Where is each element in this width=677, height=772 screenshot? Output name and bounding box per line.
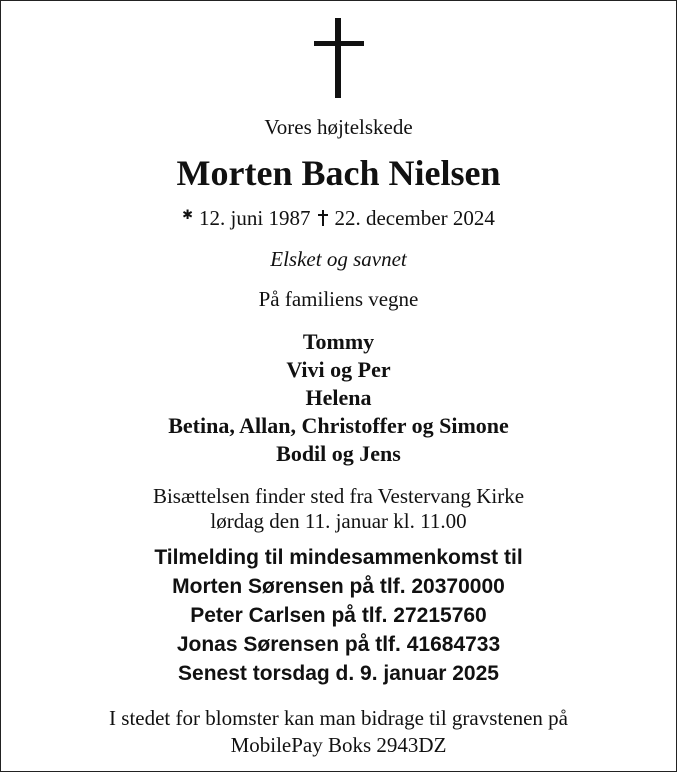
registration-line: Jonas Sørensen på tlf. 41684733 (176, 633, 501, 656)
birth-date: 12. juni 1987 (199, 206, 311, 230)
dagger-icon (318, 210, 328, 226)
life-dates (1, 208, 676, 229)
cross-icon (314, 18, 364, 98)
registration-line: Senest torsdag d. 9. januar 2025 (178, 662, 499, 685)
flowers-note (1, 705, 676, 759)
service-line: Bisættelsen finder sted fra Vestervang Kirke (152, 484, 525, 508)
death-date: 22. december 2024 (334, 206, 495, 230)
service-info (1, 484, 676, 534)
intro-text: Vores højtelskede (264, 115, 413, 139)
flowers-line: MobilePay Boks 2943DZ (230, 733, 447, 757)
family-intro: På familiens vegne (258, 287, 419, 311)
star-icon: ✱ (182, 207, 194, 222)
mourner-name: Vivi og Per (286, 357, 391, 382)
tribute-text: Elsket og savnet (270, 247, 407, 271)
registration-line: Tilmelding til mindesammenkomst til (154, 546, 523, 569)
mourner-name: Betina, Allan, Christoffer og Simone (168, 413, 509, 438)
service-line: lørdag den 11. januar kl. 11.00 (210, 509, 467, 533)
registration-line: Peter Carlsen på tlf. 27215760 (190, 604, 487, 627)
mourner-name: Bodil og Jens (276, 441, 401, 466)
deceased-name: Morten Bach Nielsen (176, 153, 501, 193)
flowers-line: I stedet for blomster kan man bidrage til gravstenen på (109, 706, 568, 730)
memorial-registration (1, 543, 676, 688)
mourner-name: Helena (305, 385, 372, 410)
mourner-name: Tommy (302, 329, 375, 354)
mourners-list (1, 328, 676, 468)
registration-line: Morten Sørensen på tlf. 20370000 (172, 575, 505, 598)
